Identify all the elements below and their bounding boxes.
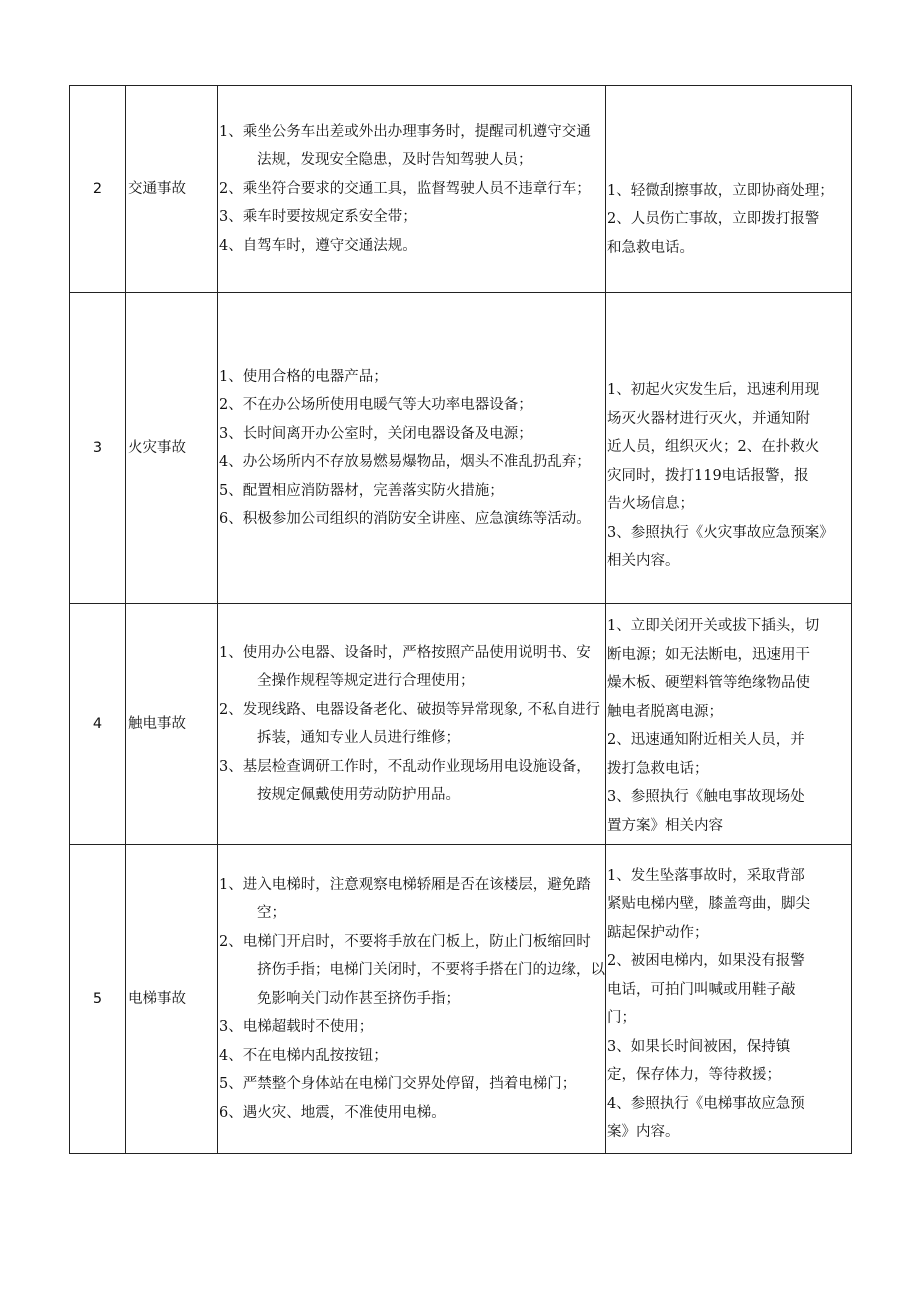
emergency-response-cell: [606, 845, 852, 1154]
measure-item: 1、乘坐公务车出差或外出办理事务时，提醒司机遵守交通法规，发现安全隐患，及时告知驾驶人员；: [219, 123, 591, 169]
response-line: 置方案》相关内容: [607, 817, 723, 834]
response-line: 和急救电话。: [607, 239, 694, 256]
response-line: 2、迅速通知附近相关人员，并: [607, 732, 805, 748]
accident-type: 触电事故: [126, 604, 218, 845]
response-line: 踮起保护动作；: [607, 924, 709, 941]
emergency-response-cell: [606, 293, 852, 604]
emergency-response-cell: [606, 86, 852, 293]
accident-type: 电梯事故: [126, 845, 218, 1154]
measure-item: 3、基层检查调研工作时，不乱动作业现场用电设施设备，按规定佩戴使用劳动防护用品。: [219, 758, 591, 803]
measure-item: 3、电梯超载时不使用；: [219, 1019, 374, 1036]
table-row: [70, 293, 852, 604]
response-line: 3、参照执行《火灾事故应急预案》: [607, 524, 834, 541]
row-number: 3: [70, 293, 126, 604]
response-line: 告火场信息；: [607, 496, 694, 513]
table-row: [70, 604, 852, 845]
response-line: 场灭火器材进行灭火，并通知附: [607, 410, 810, 427]
measure-item: 6、积极参加公司组织的消防安全讲座、应急演练等活动。: [219, 511, 591, 527]
emergency-response-cell: [606, 604, 852, 845]
response-line: 1、立即关闭开关或拔下插头，切: [607, 618, 820, 634]
safety-measures-table: [69, 85, 852, 1154]
response-line: 1、发生坠落事故时，采取背部: [607, 867, 805, 884]
response-line: 4、参照执行《电梯事故应急预: [607, 1095, 805, 1112]
response-line: 燥木板、硬塑料管等绝缘物品使: [607, 675, 810, 691]
response-line: 近人员，组织灭火；2、在扑救火: [607, 439, 820, 456]
measure-item: 3、长时间离开办公室时，关闭电器设备及电源；: [219, 425, 533, 442]
response-line: 1、轻微刮擦事故，立即协商处理；: [607, 182, 834, 199]
response-line: 门；: [607, 1010, 636, 1026]
measure-item: 4、自驾车时，遵守交通法规。: [219, 237, 417, 254]
measure-item: 3、乘车时要按规定系安全带；: [219, 209, 417, 226]
response-line: 3、如果长时间被困，保持镇: [607, 1038, 791, 1055]
response-line: 紧贴电梯内壁，膝盖弯曲，脚尖: [607, 896, 810, 912]
prevention-measures-cell: [218, 293, 606, 604]
accident-type: 交通事故: [126, 86, 218, 293]
prevention-measures-cell: [218, 845, 606, 1154]
response-line: 3、参照执行《触电事故现场处: [607, 789, 805, 805]
response-line: 灾同时，拨打119电话报警，报: [607, 467, 809, 484]
row-number: 2: [70, 86, 126, 293]
measure-item: 2、电梯门开启时，不要将手放在门板上，防止门板缩回时挤伤手指；电梯门关闭时，不要将手搭在门的边缘，以免影响关门动作甚至挤伤手指；: [219, 933, 605, 1007]
response-line: 断电源；如无法断电，迅速用干: [607, 646, 810, 663]
response-line: 拨打急救电话；: [607, 760, 709, 777]
measure-item: 4、办公场所内不存放易燃易爆物品，烟头不准乱扔乱弃；: [219, 454, 591, 470]
measure-item: 1、使用合格的电器产品；: [219, 368, 388, 385]
table-row: [70, 86, 852, 293]
response-line: 1、初起火灾发生后，迅速利用现: [607, 382, 820, 399]
prevention-measures-cell: [218, 86, 606, 293]
accident-type: 火灾事故: [126, 293, 218, 604]
response-line: 定，保存体力，等待救援；: [607, 1067, 781, 1083]
response-line: 相关内容。: [607, 553, 680, 570]
row-number: 5: [70, 845, 126, 1154]
measure-item: 6、遇火灾、地震，不准使用电梯。: [219, 1104, 446, 1121]
measure-item: 2、发现线路、电器设备老化、破损等异常现象, 不私自进行拆装，通知专业人员进行维修；: [219, 701, 600, 746]
table-row: [70, 845, 852, 1154]
row-number: 4: [70, 604, 126, 845]
measure-item: 1、进入电梯时，注意观察电梯轿厢是否在该楼层，避免踏空；: [219, 876, 591, 922]
prevention-measures-cell: [218, 604, 606, 845]
response-line: 2、人员伤亡事故，立即拨打报警: [607, 211, 820, 228]
response-line: 触电者脱离电源；: [607, 703, 723, 720]
measure-item: 2、乘坐符合要求的交通工具，监督驾驶人员不违章行车；: [219, 180, 591, 197]
measure-item: 5、严禁整个身体站在电梯门交界处停留，挡着电梯门；: [219, 1076, 577, 1093]
measure-item: 4、不在电梯内乱按按钮；: [219, 1047, 388, 1064]
response-line: 2、被困电梯内，如果没有报警: [607, 953, 805, 969]
response-line: 电话，可拍门叫喊或用鞋子敲: [607, 981, 796, 998]
measure-item: 5、配置相应消防器材，完善落实防火措施；: [219, 482, 504, 499]
response-line: 案》内容。: [607, 1124, 680, 1140]
measure-item: 2、不在办公场所使用电暖气等大功率电器设备；: [219, 397, 533, 413]
measure-item: 1、使用办公电器、设备时，严格按照产品使用说明书、安全操作规程等规定进行合理使用；: [219, 644, 591, 689]
